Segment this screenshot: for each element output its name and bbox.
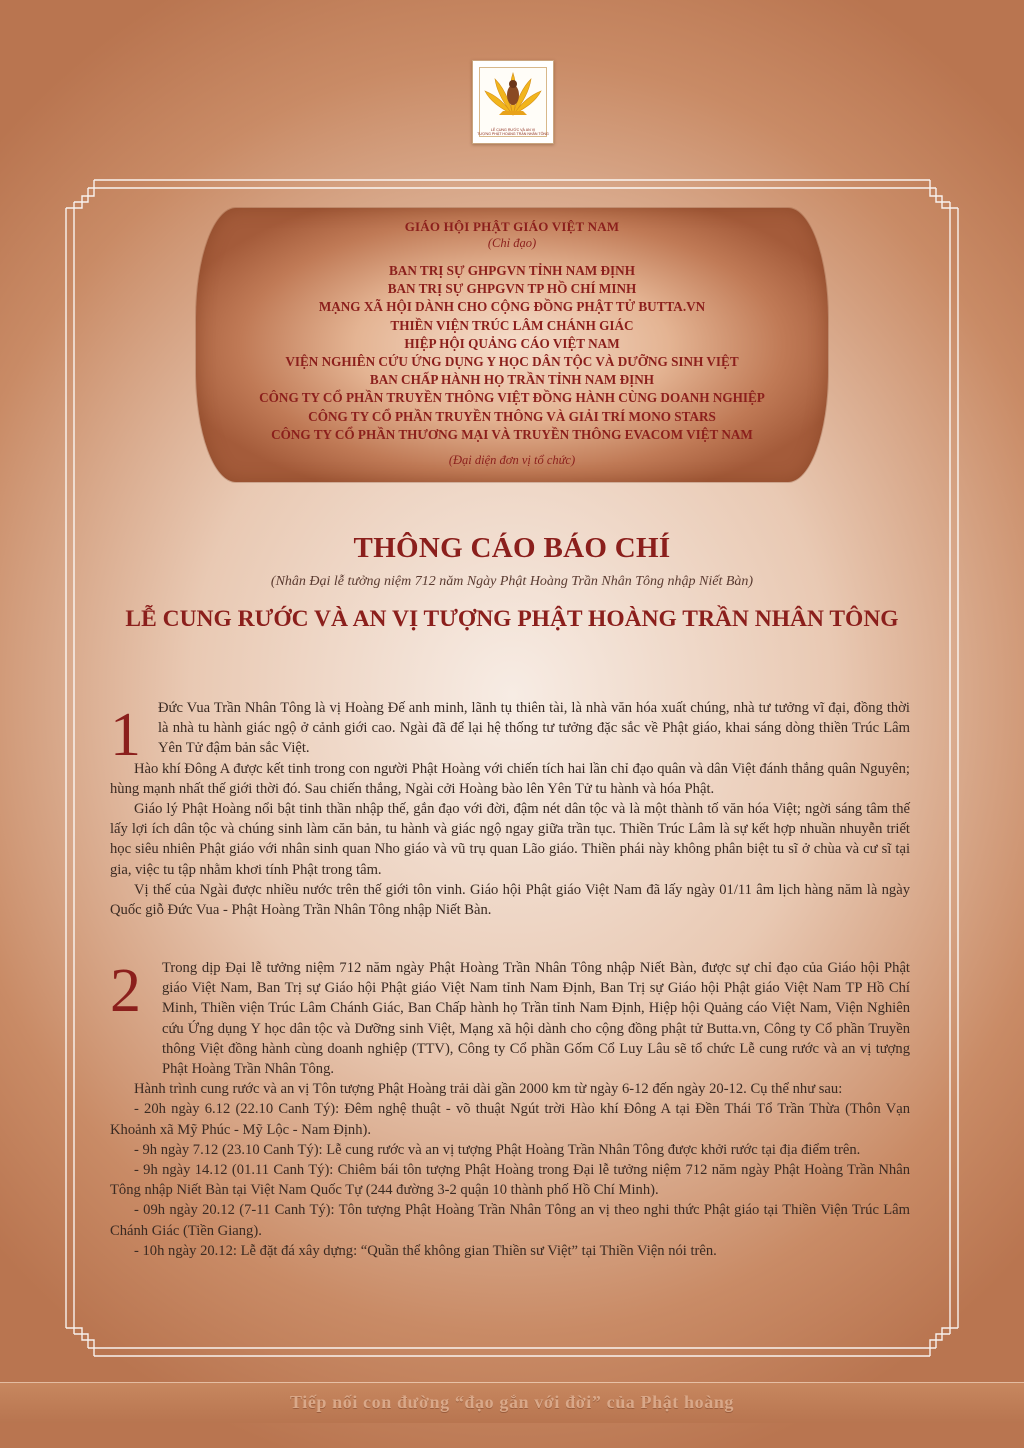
organizer-item: CÔNG TY CỔ PHẦN THƯƠNG MẠI VÀ TRUYỀN THÔNG EVACOM VIỆT NAM <box>271 426 753 442</box>
section-1 <box>110 698 910 920</box>
banner-header: GIÁO HỘI PHẬT GIÁO VIỆT NAM <box>404 219 620 234</box>
logo-caption <box>477 128 549 136</box>
organizers-banner <box>196 208 828 482</box>
schedule-item: - 09h ngày 20.12 (7-11 Canh Tý): Tôn tượng Phật Hoàng Trần Nhân Tông an vị theo nghi thức Phật giáo tại Thiền Viện Trúc Lâm Chánh Giác (Tiền Giang). <box>110 1202 910 1239</box>
schedule-item: - 9h ngày 7.12 (23.10 Canh Tý): Lễ cung rước và an vị tượng Phật Hoàng Trần Nhân Tông được khởi rước tại địa điểm trên. <box>134 1141 861 1158</box>
logo-caption-line-2: TƯỢNG PHẬT HOÀNG TRẦN NHÂN TÔNG <box>477 132 549 136</box>
organizer-item: BAN TRỊ SỰ GHPGVN TP HỒ CHÍ MINH <box>387 281 637 297</box>
section-lead <box>162 958 910 1079</box>
organizer-item: VIỆN NGHIÊN CỨU ỨNG DỤNG Y HỌC DÂN TỘC VÀ DƯỠNG SINH VIỆT <box>285 354 739 370</box>
section-2 <box>110 958 910 1261</box>
page-title: THÔNG CÁO BÁO CHÍ <box>353 532 671 564</box>
paragraph: Đức Vua Trần Nhân Tông là vị Hoàng Đế anh minh, lãnh tụ thiên tài, là nhà văn hóa xuất chúng, nhà tư tưởng vĩ đại, đồng thời là nhà tu hành giác ngộ ở cảnh giới cao. Ngài đã để lại hệ thống tư tưởng đặc sắc về Phật giáo, khai sáng dòng thiền Trúc Lâm Yên Tử đậm bản sắc Việt. <box>158 700 910 757</box>
section-lead <box>158 698 910 759</box>
organizer-item: CÔNG TY CỔ PHẦN TRUYỀN THÔNG VÀ GIẢI TRÍ MONO STARS <box>308 408 716 424</box>
lotus-buddha-icon <box>481 69 545 119</box>
organizer-item: HIỆP HỘI QUẢNG CÁO VIỆT NAM <box>404 335 620 351</box>
organizer-item: THIỀN VIỆN TRÚC LÂM CHÁNH GIÁC <box>390 317 634 333</box>
section-number: 1 <box>110 701 141 769</box>
logo-caption-line-1: LỄ CUNG RƯỚC VÀ AN VỊ <box>490 128 536 132</box>
section-number: 2 <box>110 957 141 1025</box>
schedule-item: - 20h ngày 6.12 (22.10 Canh Tý): Đêm nghệ thuật - võ thuật Ngút trời Hào khí Đông A tại Đền Thái Tổ Trần Thừa (Thôn Vạn Khoảnh xã Mỹ Phúc - Mỹ Lộc - Nam Định). <box>110 1101 910 1138</box>
event-headline: LỄ CUNG RƯỚC VÀ AN VỊ TƯỢNG PHẬT HOÀNG TRẦN NHÂN TÔNG <box>125 606 899 632</box>
organizer-item: MẠNG XÃ HỘI DÀNH CHO CỘNG ĐỒNG PHẬT TỬ BUTTA.VN <box>318 299 706 315</box>
schedule-item: - 10h ngày 20.12: Lễ đặt đá xây dựng: “Quần thể không gian Thiền sư Việt” tại Thiền Viện nói trên. <box>134 1242 717 1259</box>
banner-header-role: (Chỉ đạo) <box>487 236 537 250</box>
page-subtitle: (Nhân Đại lễ tưởng niệm 712 năm Ngày Phật Hoàng Trần Nhân Tông nhập Niết Bàn) <box>270 574 754 589</box>
paragraph: Giáo lý Phật Hoàng nổi bật tinh thần nhập thế, gắn đạo với đời, đậm nét dân tộc và là một thành tố văn hóa Việt; ngời sáng tâm thế lấy lợi ích dân tộc và chúng sinh làm căn bản, tu hành và giác ngộ ngay giữa trần tục. Thiền Trúc Lâm là sự kết hợp nhuần nhuyễn triết học siêu nhiên Phật giáo với nhân sinh quan Nho giáo và vũ trụ quan Lão giáo. Thiền phái này không phân biệt tu sĩ ở chùa và cư sĩ tại gia, việc tu tập nhằm khơi tính Phật trong tâm. <box>110 801 910 878</box>
organizer-item: BAN CHẤP HÀNH HỌ TRẦN TỈNH NAM ĐỊNH <box>369 372 655 388</box>
organizer-list <box>196 262 828 444</box>
paragraph: Vị thế của Ngài được nhiều nước trên thế giới tôn vinh. Giáo hội Phật giáo Việt Nam đã lấy ngày 01/11 âm lịch hàng năm là ngày Quốc giỗ Đức Vua - Phật Hoàng Trần Nhân Tông nhập Niết Bàn. <box>110 881 910 919</box>
paragraph: Hào khí Đông A được kết tinh trong con người Phật Hoàng với chiến tích hai lần chỉ đạo quân và dân Việt đánh thắng quân Nguyên; hùng mạnh nhất thế giới thời đó. Sau chiến thắng, Ngài cởi Hoàng bào lên Yên Tử tu hành và hóa Phật. <box>110 760 910 797</box>
organizer-item: BAN TRỊ SỰ GHPGVN TỈNH NAM ĐỊNH <box>389 263 635 278</box>
paragraph: Trong dịp Đại lễ tưởng niệm 712 năm ngày Phật Hoàng Trần Nhân Tông nhập Niết Bàn, được sự chỉ đạo của Giáo hội Phật giáo Việt Nam, Ban Trị sự Giáo hội Phật giáo Việt Nam tỉnh Nam Định, Ban Trị sự Giáo hội Phật giáo Việt Nam TP Hồ Chí Minh, Thiền viện Trúc Lâm Chánh Giác, Ban Chấp hành họ Trần tỉnh Nam Định, Hiệp hội Quảng cáo Việt Nam, Viện Nghiên cứu Ứng dụng Y học dân tộc và Dưỡng sinh Việt, Mạng xã hội dành cho cộng đồng phật tử Butta.vn, Công ty Cổ phần Truyền thông Việt đồng hành cùng doanh nghiệp (TTV), Công ty Cổ phần Gốm Cổ Luy Lâu sẽ tổ chức Lễ cung rước và an vị tượng Phật Hoàng Trần Nhân Tông. <box>162 960 910 1078</box>
schedule-item: - 9h ngày 14.12 (01.11 Canh Tý): Chiêm bái tôn tượng Phật Hoàng trong Đại lễ tưởng niệm 712 năm ngày Phật Hoàng Trần Nhân Tông nhập Niết Bàn tại Việt Nam Quốc Tự (244 đường 3-2 quận 10 thành phố Hồ Chí Minh). <box>110 1162 910 1199</box>
event-logo <box>472 60 554 144</box>
paragraph: Hành trình cung rước và an vị Tôn tượng Phật Hoàng trải dài gần 2000 km từ ngày 6-12 đến ngày 20-12. Cụ thể như sau: <box>134 1081 843 1098</box>
banner-organizers-role: (Đại diện đơn vị tổ chức) <box>448 453 576 467</box>
footer-slogan: Tiếp nối con đường “đạo gắn với đời” của Phật hoàng <box>289 1392 735 1412</box>
organizer-item: CÔNG TY CỔ PHẦN TRUYỀN THÔNG VIỆT ĐỒNG HÀNH CÙNG DOANH NGHIỆP <box>259 390 765 406</box>
